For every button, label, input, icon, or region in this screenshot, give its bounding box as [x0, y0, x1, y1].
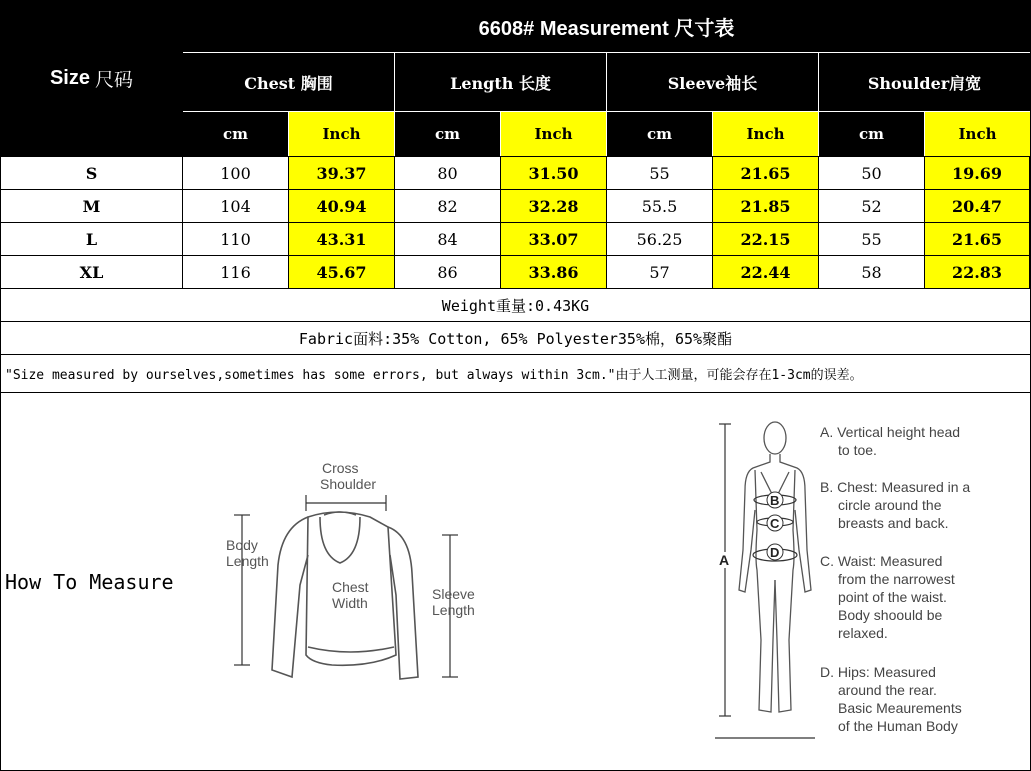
- marker-a: A: [719, 552, 730, 568]
- cell-length-cm: 80: [395, 157, 501, 190]
- annotation-a-line1: A. Vertical height head: [820, 424, 961, 440]
- chest-width-label-1: Chest: [332, 579, 369, 595]
- cell-length-inch: 33.07: [501, 223, 607, 256]
- cell-chest-cm: 100: [183, 157, 289, 190]
- cell-length-cm: 82: [395, 190, 501, 223]
- annotation-c-line4: Body shoould be: [838, 607, 943, 623]
- cross-shoulder-label-1: Cross: [322, 460, 359, 476]
- divider: [1, 156, 1030, 157]
- annotation-b-line2: circle around the: [838, 497, 942, 513]
- cell-length-cm: 84: [395, 223, 501, 256]
- group-header-shoulder: Shoulder肩宽: [819, 53, 1030, 111]
- group-header-chest: Chest 胸围: [183, 53, 394, 111]
- cell-length-inch: 33.86: [501, 256, 607, 289]
- cell-shoulder-inch: 20.47: [925, 190, 1030, 223]
- group-header-length: Length 长度: [395, 53, 606, 111]
- annotation-c-line1: C. Waist: Measured: [820, 553, 943, 569]
- annotation-b-line1: B. Chest: Measured in a: [820, 479, 971, 495]
- body-measurement-figure: [715, 410, 815, 740]
- cell-sleeve-inch: 22.44: [713, 256, 819, 289]
- marker-c: C: [770, 516, 780, 531]
- cell-sleeve-inch: 21.85: [713, 190, 819, 223]
- body-length-label-1: Body: [226, 537, 258, 553]
- size-header-cn: 尺码: [95, 70, 134, 91]
- sleeve-length-label-2: Length: [432, 602, 475, 618]
- fabric-row: Fabric面料:35% Cotton, 65% Polyester35%棉，65%聚酯: [1, 322, 1030, 355]
- annotation-c-line2: from the narrowest: [838, 571, 955, 587]
- cell-chest-inch: 40.94: [289, 190, 395, 223]
- annotation-c-line5: relaxed.: [838, 625, 888, 641]
- cell-sleeve-cm: 55.5: [607, 190, 713, 223]
- size-label: S: [1, 157, 183, 190]
- cell-shoulder-cm: 58: [819, 256, 925, 289]
- unit-inch-length: Inch: [501, 112, 606, 156]
- cell-chest-inch: 45.67: [289, 256, 395, 289]
- unit-cm-sleeve: cm: [607, 112, 712, 156]
- annotation-d-line3: Basic Meaurements: [838, 700, 962, 716]
- cell-shoulder-cm: 50: [819, 157, 925, 190]
- divider: [182, 1, 183, 289]
- table-title: 6608# Measurement 尺寸表: [183, 1, 1030, 52]
- annotation-a-line2: to toe.: [838, 442, 877, 458]
- annotation-b-line3: breasts and back.: [838, 515, 949, 531]
- unit-cm-shoulder: cm: [819, 112, 924, 156]
- cell-chest-inch: 43.31: [289, 223, 395, 256]
- cell-length-inch: 31.50: [501, 157, 607, 190]
- cell-shoulder-cm: 55: [819, 223, 925, 256]
- marker-b: B: [770, 493, 780, 508]
- annotation-c: [820, 552, 995, 642]
- group-header-sleeve: Sleeve袖长: [607, 53, 818, 111]
- cell-chest-cm: 116: [183, 256, 289, 289]
- sweater-diagram: [220, 455, 490, 690]
- cell-chest-cm: 110: [183, 223, 289, 256]
- divider: [183, 111, 1030, 112]
- cell-length-cm: 86: [395, 256, 501, 289]
- unit-inch-shoulder: Inch: [925, 112, 1030, 156]
- sleeve-length-label-1: Sleeve: [432, 586, 475, 602]
- cell-chest-cm: 104: [183, 190, 289, 223]
- how-to-measure-label: How To Measure: [5, 570, 174, 594]
- chest-width-label-2: Width: [332, 595, 368, 611]
- weight-row: Weight重量:0.43KG: [1, 289, 1030, 322]
- cell-shoulder-inch: 19.69: [925, 157, 1030, 190]
- cell-shoulder-cm: 52: [819, 190, 925, 223]
- cell-sleeve-inch: 22.15: [713, 223, 819, 256]
- marker-d: D: [770, 545, 780, 560]
- body-length-label-2: Length: [226, 553, 269, 569]
- cell-sleeve-inch: 21.65: [713, 157, 819, 190]
- divider: [818, 53, 819, 156]
- unit-inch-sleeve: Inch: [713, 112, 818, 156]
- annotation-d-line1: D. Hips: Measured: [820, 664, 936, 680]
- cell-length-inch: 32.28: [501, 190, 607, 223]
- size-header: [1, 1, 182, 156]
- size-header-en: Size: [49, 67, 90, 89]
- divider: [394, 53, 395, 156]
- annotation-d-line2: around the rear.: [838, 682, 937, 698]
- unit-cm-chest: cm: [183, 112, 288, 156]
- annotation-c-line3: point of the waist.: [838, 589, 947, 605]
- cell-chest-inch: 39.37: [289, 157, 395, 190]
- cross-shoulder-label-2: Shoulder: [320, 476, 377, 492]
- unit-cm-length: cm: [395, 112, 500, 156]
- annotation-b: [820, 478, 995, 532]
- size-label: XL: [1, 256, 183, 289]
- divider: [606, 53, 607, 156]
- annotation-d: [820, 663, 995, 735]
- size-label: M: [1, 190, 183, 223]
- cell-sleeve-cm: 56.25: [607, 223, 713, 256]
- cell-shoulder-inch: 22.83: [925, 256, 1030, 289]
- cell-sleeve-cm: 55: [607, 157, 713, 190]
- size-label: L: [1, 223, 183, 256]
- cell-shoulder-inch: 21.65: [925, 223, 1030, 256]
- measurement-note: "Size measured by ourselves,sometimes has some errors, but always within 3cm."由于人工测量，可能会存在1-3cm的误差。: [1, 355, 1030, 393]
- unit-inch-chest: Inch: [289, 112, 394, 156]
- cell-sleeve-cm: 57: [607, 256, 713, 289]
- annotation-a: [820, 423, 995, 459]
- annotation-d-line4: of the Human Body: [838, 718, 958, 734]
